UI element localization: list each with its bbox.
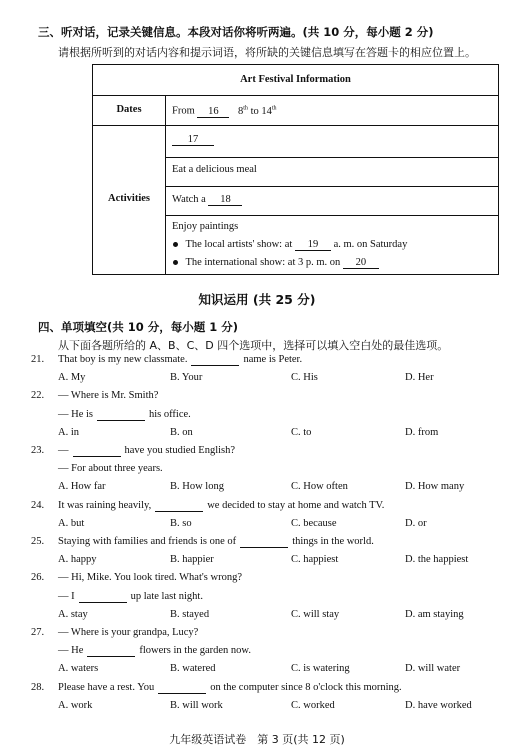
option-b[interactable]: B. stayed: [170, 608, 210, 620]
page-footer: 九年级英语试卷 第 3 页(共 12 页): [169, 733, 345, 746]
question-text: It was raining heavily,: [58, 499, 152, 511]
section3-heading: 三、听对话，记录关键信息。本段对话你将听两遍。(共 10 分，每小题 2 分): [38, 25, 434, 39]
option-a[interactable]: A. waters: [58, 663, 99, 675]
option-a[interactable]: A. My: [58, 372, 86, 384]
option-b[interactable]: B. on: [170, 426, 193, 438]
question-text: — Where is Mr. Smith?: [58, 390, 159, 402]
option-c[interactable]: C. How often: [291, 481, 348, 493]
option-d[interactable]: D. from: [405, 426, 439, 438]
question-line: [31, 390, 158, 401]
option-b[interactable]: B. Your: [170, 372, 203, 384]
activity-paintings: Enjoy paintings: [172, 221, 239, 232]
activity-watch: Watch a 18: [172, 194, 242, 206]
question-number: 21.: [31, 354, 45, 365]
answer-blank[interactable]: [240, 536, 288, 548]
option-b[interactable]: B. will work: [170, 699, 223, 711]
answer-blank[interactable]: [191, 354, 239, 366]
question-text: on the computer since 8 o'clock this morning.: [210, 681, 402, 693]
answer-blank[interactable]: [155, 500, 203, 512]
question-text: —: [58, 445, 69, 456]
option-c[interactable]: C. because: [291, 517, 337, 529]
blank-17[interactable]: 17: [172, 134, 214, 146]
option-d[interactable]: D. am staying: [405, 608, 464, 620]
option-c[interactable]: C. is watering: [291, 663, 350, 675]
option-d[interactable]: D. the happiest: [405, 554, 469, 566]
option-d[interactable]: D. will water: [405, 663, 461, 675]
dates-label: Dates: [116, 104, 142, 115]
activity-meal: Eat a delicious meal: [172, 164, 257, 175]
section-title: 知识运用 (共 25 分): [198, 292, 316, 307]
blank-18[interactable]: 18: [208, 194, 242, 206]
option-b[interactable]: B. How long: [170, 481, 224, 493]
question-line: [58, 645, 251, 657]
question-text: — I: [58, 590, 75, 602]
question-text: flowers in the garden now.: [139, 645, 251, 657]
answer-blank[interactable]: [79, 591, 127, 603]
table-title: Art Festival Information: [240, 74, 351, 85]
option-a[interactable]: A. but: [58, 517, 85, 529]
question-number: 27.: [31, 627, 45, 638]
option-a[interactable]: A. in: [58, 426, 79, 438]
option-a[interactable]: A. stay: [58, 608, 88, 620]
local-show: The local artists' show: at 19 a. m. on Saturday: [173, 239, 407, 251]
answer-blank[interactable]: [97, 409, 145, 421]
question-text: Staying with families and friends is one of: [58, 536, 237, 547]
question-number: 22.: [31, 390, 45, 402]
intl-show: The international show: at 3 p. m. on 20: [173, 257, 379, 269]
option-c[interactable]: C. worked: [291, 699, 335, 711]
blank-20[interactable]: 20: [343, 257, 379, 269]
question-text: his office.: [149, 408, 191, 420]
option-b[interactable]: B. happier: [170, 554, 214, 566]
option-a[interactable]: A. happy: [58, 554, 97, 566]
section4-instruction: 从下面各题所给的 A、B、C、D 四个选项中，选择可以填入空白处的最佳选项。: [58, 339, 449, 352]
option-d[interactable]: D. have worked: [405, 699, 472, 711]
option-c[interactable]: C. happiest: [291, 554, 339, 566]
option-c[interactable]: C. will stay: [291, 608, 340, 620]
question-text: name is Peter.: [243, 354, 303, 365]
section4-heading: 四、单项填空(共 10 分，每小题 1 分): [38, 320, 239, 334]
blank-19[interactable]: 19: [295, 239, 331, 251]
art-festival-table: [92, 64, 499, 275]
option-a[interactable]: A. How far: [58, 481, 106, 493]
question-text: — For about three years.: [58, 463, 163, 475]
option-d[interactable]: D. or: [405, 517, 427, 529]
option-b[interactable]: B. so: [170, 517, 192, 529]
question-line: [31, 354, 302, 366]
question-line: [31, 572, 242, 583]
question-text: — He is: [58, 408, 93, 420]
question-line: [58, 463, 163, 474]
question-line: [58, 591, 203, 603]
question-number: 24.: [31, 499, 45, 511]
question-line: [31, 445, 235, 457]
question-line: [58, 409, 191, 421]
question-text: Please have a rest. You: [58, 681, 155, 693]
question-line: [31, 627, 198, 638]
question-text: have you studied English?: [124, 445, 236, 456]
question-line: [31, 536, 374, 548]
option-c[interactable]: C. to: [291, 426, 312, 438]
activity-17: [172, 134, 214, 146]
answer-blank[interactable]: [73, 445, 121, 457]
question-text: up late last night.: [130, 590, 203, 602]
question-number: 23.: [31, 445, 45, 456]
question-line: [31, 682, 402, 694]
option-d[interactable]: D. How many: [405, 481, 465, 493]
dates-row: From 16 8th to 14th: [172, 105, 277, 117]
question-text: things in the world.: [292, 536, 374, 547]
question-text: — Hi, Mike. You look tired. What's wrong?: [58, 572, 242, 584]
answer-blank[interactable]: [158, 682, 206, 694]
question-text: — Where is your grandpa, Lucy?: [58, 627, 199, 638]
question-number: 28.: [31, 681, 45, 693]
question-text: That boy is my new classmate.: [58, 354, 188, 365]
answer-blank[interactable]: [87, 645, 135, 657]
question-line: [31, 500, 384, 512]
question-number: 25.: [31, 536, 45, 547]
question-number: 26.: [31, 572, 45, 584]
option-c[interactable]: C. His: [291, 372, 318, 384]
question-text: we decided to stay at home and watch TV.: [207, 499, 385, 511]
bullet-icon: [173, 242, 178, 247]
question-text: — He: [58, 645, 84, 657]
activities-label: Activities: [108, 193, 150, 204]
option-b[interactable]: B. watered: [170, 663, 216, 675]
blank-16[interactable]: 16: [197, 106, 229, 118]
option-d[interactable]: D. Her: [405, 372, 434, 384]
bullet-icon: [173, 260, 178, 265]
section3-instruction: 请根据所听到的对话内容和提示词语，将所缺的关键信息填写在答题卡的相应位置上。: [58, 46, 476, 59]
option-a[interactable]: A. work: [58, 699, 93, 711]
